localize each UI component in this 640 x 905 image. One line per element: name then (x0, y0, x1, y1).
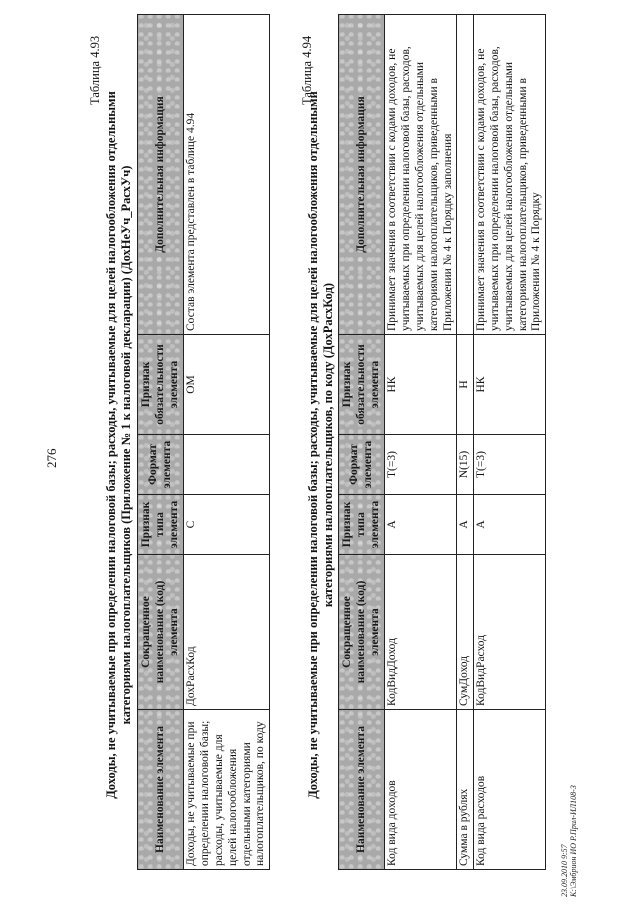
table2-header-cell: Сокращенное наименование (код) элемента (339, 555, 385, 710)
table1-cell (184, 435, 270, 495)
table2-cell: T(=3) (474, 435, 546, 495)
table2-cell: Н (457, 335, 474, 435)
table2-cell: Принимает значения в соответствии с кодами доходов, не учитываемых при определении налоговой базы, расходов, учитываемых для целей налогообложения отдельными категориями налогоплательщиков, приведенными в Приложении № 4 к Порядку (474, 15, 546, 335)
table-row (474, 15, 546, 870)
table2-cell: Принимает значения в соответствии с кодами доходов, не учитываемых при определении налоговой базы, расходов, учитываемых для целей налогообложения отдельными категориями налогоплательщиков, приведенными в Приложении № 4 к Порядку заполнения (385, 15, 457, 335)
table2-cell: А (474, 495, 546, 555)
table1-cell: Состав элемента представлен в таблице 4.94 (184, 15, 270, 335)
table1-header-cell: Формат элемента (138, 435, 184, 495)
table2-cell: Код вида расходов (474, 710, 546, 870)
print-stamp-path: К:\Эмбрион ИО Р.Прил-ИЛ108-3 (569, 785, 578, 897)
table2-cell: СумДоход (457, 555, 474, 710)
table-row (385, 15, 457, 870)
table1-label: Таблица 4.93 (88, 35, 102, 105)
table1-header-cell: Наименование элемента (138, 710, 184, 870)
table2-header-cell: Признак типа элемента (339, 495, 385, 555)
table2 (338, 14, 546, 870)
table2-cell: НК (474, 335, 546, 435)
table1-header-cell: Сокращенное наименование (код) элемента (138, 555, 184, 710)
table2-cell: А (385, 495, 457, 555)
table1-title-line2: категориями налогоплательщиков (Приложение № 1 к налоговой декларации) (ДохНеУч_РасхУч) (119, 165, 133, 725)
table1-header-cell: Признак обязательности элемента (138, 335, 184, 435)
table2-cell: НК (385, 335, 457, 435)
table2-cell (457, 15, 474, 335)
table2-header-cell: Дополнительная информация (339, 15, 385, 335)
table1 (137, 14, 270, 870)
table2-cell: Код вида доходов (385, 710, 457, 870)
table2-cell: T(=3) (385, 435, 457, 495)
table2-header-cell: Формат элемента (339, 435, 385, 495)
table1-cell: ОМ (184, 335, 270, 435)
table2-cell: N(15) (457, 435, 474, 495)
table1-cell: Доходы, не учитываемые при определении налоговой базы; расходы, учитываемые для целей налогообложения отдельными категориями налогоплательщиков, по коду (184, 710, 270, 870)
table1-header-cell: Признак типа элемента (138, 495, 184, 555)
table-row (184, 15, 270, 870)
table2-cell: КодВидРасход (474, 555, 546, 710)
table-row (457, 15, 474, 870)
table1-title (104, 15, 134, 875)
table2-label: Таблица 4.94 (300, 35, 314, 105)
print-stamp (560, 785, 578, 897)
table2-cell: Сумма в рублях (457, 710, 474, 870)
table1-title-line1: Доходы, не учитываемые при определении налоговой базы; расходы, учитываемые для целей налогообложения отдельными (104, 91, 118, 799)
table2-cell: А (457, 495, 474, 555)
table2-title (306, 15, 336, 875)
table2-header-cell: Наименование элемента (339, 710, 385, 870)
page-number: 276 (44, 448, 59, 468)
table2-cell: КодВидДоход (385, 555, 457, 710)
table1-cell: ДохРасхКод (184, 555, 270, 710)
table2-title-line2: категориями налогоплательщиков, по коду (ДохРасхКод) (321, 282, 335, 608)
table2-header-cell: Признак обязательности элемента (339, 335, 385, 435)
print-stamp-date: 23.09.2010 9:57 (560, 844, 569, 897)
table1-header-cell: Дополнительная информация (138, 15, 184, 335)
table1-header-row (138, 15, 184, 870)
table1-cell: С (184, 495, 270, 555)
table2-title-line1: Доходы, не учитываемые при определении налоговой базы; расходы, учитываемые для целей налогообложения отдельными (306, 91, 320, 799)
table2-header-row (339, 15, 385, 870)
